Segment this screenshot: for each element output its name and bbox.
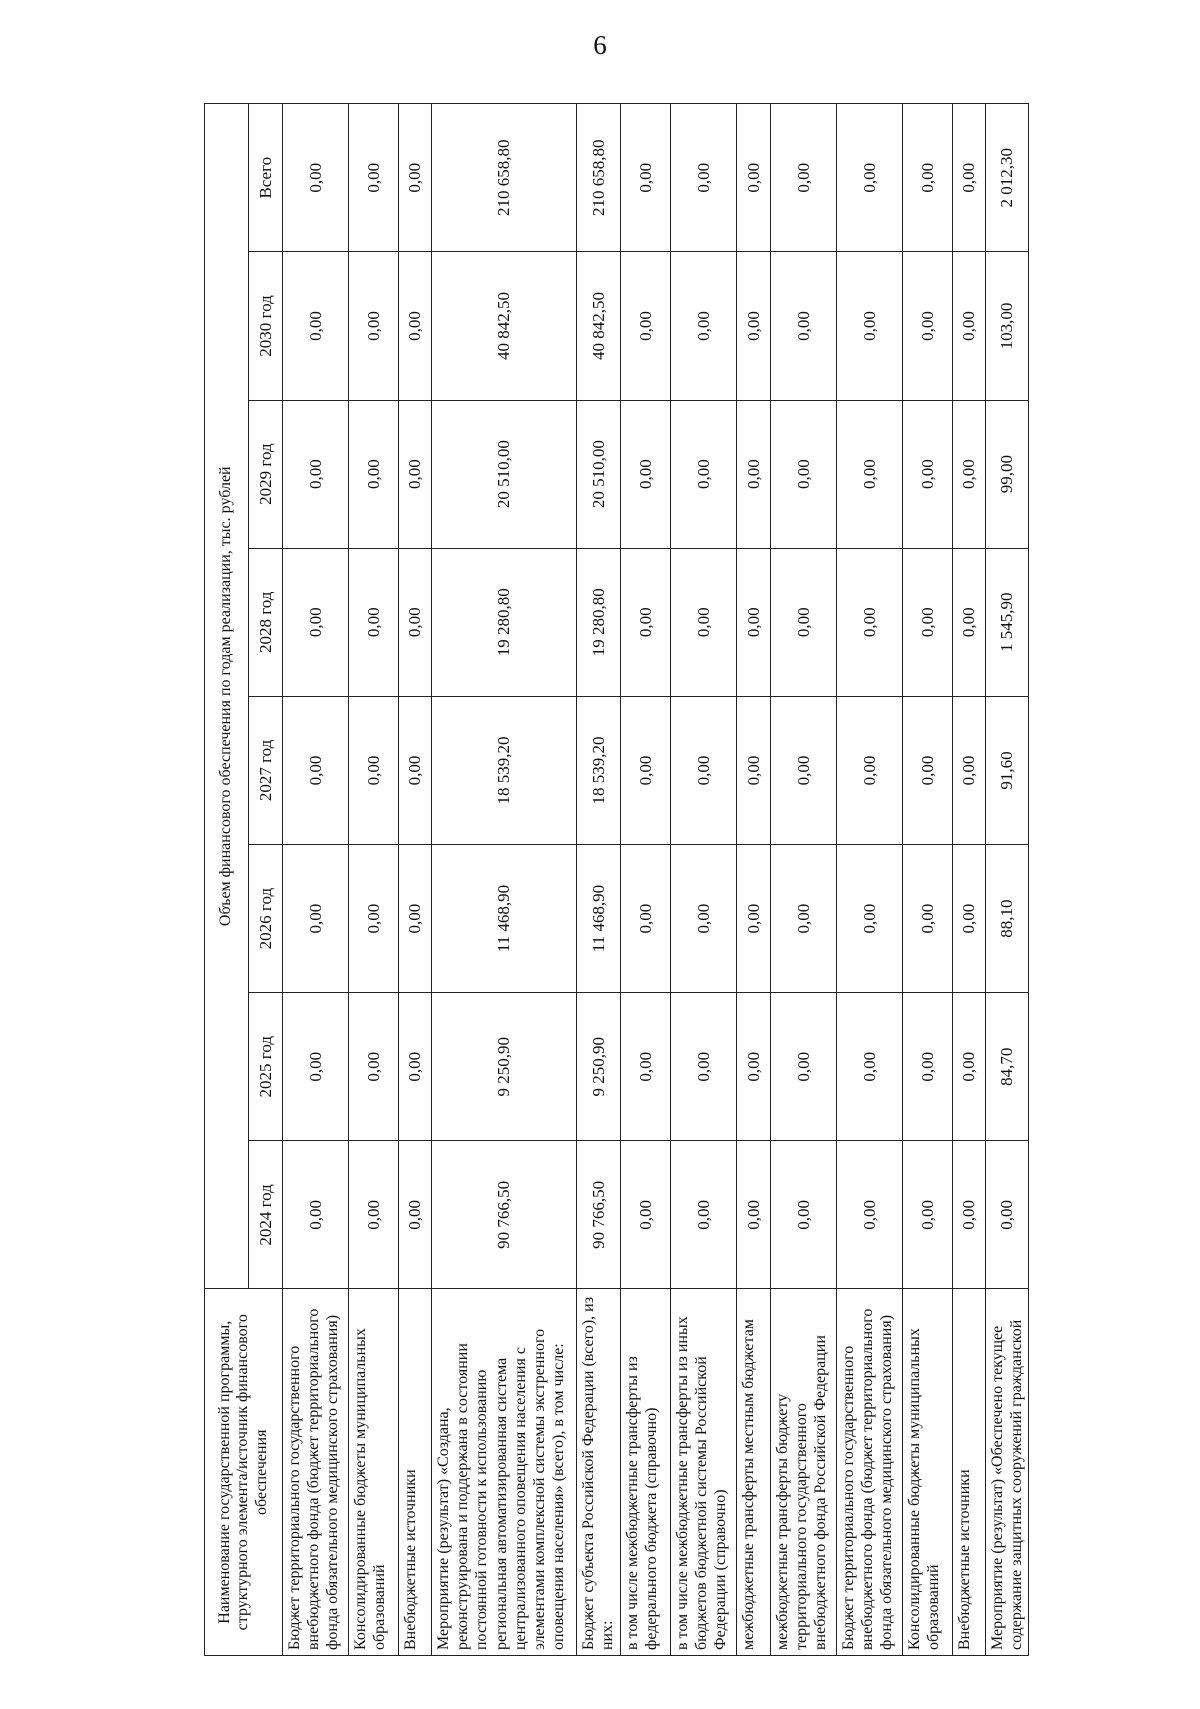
- year-header: 2028 год: [249, 548, 283, 696]
- value-cell: 0,00: [399, 696, 432, 844]
- value-cell: 0,00: [671, 400, 737, 548]
- rotated-table-wrapper: [204, 103, 1027, 1656]
- table-row: [671, 104, 737, 1656]
- value-cell: 0,00: [953, 548, 986, 696]
- row-label: межбюджетные трансферты местным бюджетам: [737, 1289, 771, 1656]
- table-row: [837, 104, 903, 1656]
- table-row: [577, 104, 621, 1656]
- value-cell: 0,00: [671, 548, 737, 696]
- row-label: Бюджет территориального государственного внебюджетного фонда (бюджет территориального фонда обязательного медицинского страхования): [283, 1289, 349, 1656]
- value-cell: 0,00: [283, 993, 349, 1141]
- value-cell: 0,00: [671, 104, 737, 252]
- value-cell: 19 280,80: [577, 548, 621, 696]
- value-cell: 1 545,90: [986, 548, 1029, 696]
- row-label: Внебюджетные источники: [399, 1289, 432, 1656]
- value-cell: 0,00: [399, 252, 432, 400]
- value-cell: 0,00: [399, 400, 432, 548]
- value-cell: 0,00: [399, 548, 432, 696]
- value-cell: 84,70: [986, 993, 1029, 1141]
- value-cell: 0,00: [349, 696, 399, 844]
- year-header: 2029 год: [249, 400, 283, 548]
- value-cell: 0,00: [349, 252, 399, 400]
- value-cell: 0,00: [671, 993, 737, 1141]
- year-header: 2027 год: [249, 696, 283, 844]
- value-cell: 0,00: [771, 104, 837, 252]
- value-cell: 0,00: [737, 993, 771, 1141]
- value-cell: 0,00: [771, 696, 837, 844]
- table-row: [621, 104, 671, 1656]
- value-cell: 99,00: [986, 400, 1029, 548]
- table-row: [283, 104, 349, 1656]
- finance-table: [204, 103, 1029, 1656]
- value-cell: 0,00: [771, 845, 837, 993]
- value-cell: 0,00: [837, 1141, 903, 1289]
- value-cell: 40 842,50: [577, 252, 621, 400]
- value-cell: 0,00: [621, 400, 671, 548]
- value-cell: 0,00: [283, 548, 349, 696]
- value-cell: 0,00: [283, 696, 349, 844]
- value-cell: 0,00: [349, 1141, 399, 1289]
- value-cell: 0,00: [671, 845, 737, 993]
- table-row: [399, 104, 432, 1656]
- value-cell: 2 012,30: [986, 104, 1029, 252]
- table-row: [903, 104, 953, 1656]
- value-cell: 0,00: [771, 252, 837, 400]
- value-cell: 210 658,80: [577, 104, 621, 252]
- value-cell: 0,00: [771, 1141, 837, 1289]
- value-cell: 0,00: [349, 845, 399, 993]
- table-row: [953, 104, 986, 1656]
- value-cell: 0,00: [903, 993, 953, 1141]
- value-cell: 0,00: [837, 104, 903, 252]
- value-cell: 18 539,20: [432, 696, 577, 844]
- value-cell: 0,00: [953, 696, 986, 844]
- row-label: в том числе межбюджетные трансферты из иных бюджетов бюджетной системы Российской Федерации (справочно): [671, 1289, 737, 1656]
- value-cell: 0,00: [903, 548, 953, 696]
- value-cell: 0,00: [399, 1141, 432, 1289]
- row-label: межбюджетные трансферты бюджету территориального государственного внебюджетного фонда Российской Федерации: [771, 1289, 837, 1656]
- year-header: 2026 год: [249, 845, 283, 993]
- value-cell: 0,00: [953, 252, 986, 400]
- value-cell: 0,00: [621, 993, 671, 1141]
- row-label: Консолидированные бюджеты муниципальных образований: [349, 1289, 399, 1656]
- value-cell: 0,00: [283, 400, 349, 548]
- value-cell: 0,00: [737, 845, 771, 993]
- value-cell: 90 766,50: [577, 1141, 621, 1289]
- value-cell: 20 510,00: [432, 400, 577, 548]
- value-cell: 0,00: [283, 845, 349, 993]
- value-cell: 0,00: [349, 400, 399, 548]
- value-cell: 91,60: [986, 696, 1029, 844]
- row-label: Консолидированные бюджеты муниципальных образований: [903, 1289, 953, 1656]
- value-cell: 9 250,90: [432, 993, 577, 1141]
- value-cell: 0,00: [283, 1141, 349, 1289]
- value-cell: 0,00: [283, 252, 349, 400]
- value-cell: 0,00: [837, 400, 903, 548]
- value-cell: 0,00: [986, 1141, 1029, 1289]
- value-cell: 0,00: [837, 696, 903, 844]
- value-cell: 40 842,50: [432, 252, 577, 400]
- value-cell: 88,10: [986, 845, 1029, 993]
- value-cell: 0,00: [771, 400, 837, 548]
- value-cell: 0,00: [349, 548, 399, 696]
- value-cell: 0,00: [953, 104, 986, 252]
- row-label: Мероприятие (результат) «Обеспечено текущее содержание защитных сооружений гражданской: [986, 1289, 1029, 1656]
- name-column-header: Наименование государственной программы, структурного элемента/источник финансового обеспечения: [205, 1289, 283, 1656]
- page-number: 6: [593, 30, 607, 60]
- year-header: Всего: [249, 104, 283, 252]
- value-cell: 0,00: [399, 845, 432, 993]
- value-cell: 0,00: [621, 1141, 671, 1289]
- table-row: [986, 104, 1029, 1656]
- value-cell: 0,00: [737, 252, 771, 400]
- value-cell: 0,00: [771, 993, 837, 1141]
- row-label: Бюджет территориального государственного внебюджетного фонда (бюджет территориального фонда обязательного медицинского страхования): [837, 1289, 903, 1656]
- value-cell: 9 250,90: [577, 993, 621, 1141]
- value-cell: 0,00: [737, 400, 771, 548]
- year-header: 2025 год: [249, 993, 283, 1141]
- value-cell: 0,00: [737, 696, 771, 844]
- value-cell: 0,00: [737, 104, 771, 252]
- value-cell: 0,00: [671, 252, 737, 400]
- value-cell: 103,00: [986, 252, 1029, 400]
- volume-column-header: Объем финансового обеспечения по годам реализации, тыс. рублей: [205, 104, 249, 1289]
- value-cell: 0,00: [903, 104, 953, 252]
- year-header: 2030 год: [249, 252, 283, 400]
- row-label: в том числе межбюджетные трансферты из федерального бюджета (справочно): [621, 1289, 671, 1656]
- value-cell: 0,00: [737, 1141, 771, 1289]
- value-cell: 0,00: [837, 993, 903, 1141]
- value-cell: 0,00: [837, 548, 903, 696]
- value-cell: 20 510,00: [577, 400, 621, 548]
- value-cell: 0,00: [903, 400, 953, 548]
- value-cell: 18 539,20: [577, 696, 621, 844]
- value-cell: 0,00: [349, 993, 399, 1141]
- value-cell: 0,00: [671, 696, 737, 844]
- value-cell: 0,00: [953, 993, 986, 1141]
- row-label: Внебюджетные источники: [953, 1289, 986, 1656]
- value-cell: 0,00: [399, 104, 432, 252]
- value-cell: 0,00: [349, 104, 399, 252]
- value-cell: 0,00: [621, 252, 671, 400]
- value-cell: 210 658,80: [432, 104, 577, 252]
- row-label: Бюджет субъекта Российской Федерации (всего), из них:: [577, 1289, 621, 1656]
- value-cell: 11 468,90: [432, 845, 577, 993]
- value-cell: 0,00: [621, 548, 671, 696]
- value-cell: 0,00: [953, 400, 986, 548]
- value-cell: 0,00: [621, 845, 671, 993]
- value-cell: 0,00: [837, 252, 903, 400]
- year-header: 2024 год: [249, 1141, 283, 1289]
- value-cell: 0,00: [399, 993, 432, 1141]
- value-cell: 0,00: [903, 252, 953, 400]
- table-row: [432, 104, 577, 1656]
- table-row: [349, 104, 399, 1656]
- value-cell: 0,00: [671, 1141, 737, 1289]
- value-cell: 90 766,50: [432, 1141, 577, 1289]
- value-cell: 0,00: [737, 548, 771, 696]
- value-cell: 0,00: [621, 696, 671, 844]
- table-row: [737, 104, 771, 1656]
- value-cell: 0,00: [903, 845, 953, 993]
- value-cell: 0,00: [283, 104, 349, 252]
- table-row: [771, 104, 837, 1656]
- value-cell: 0,00: [903, 696, 953, 844]
- value-cell: 0,00: [621, 104, 671, 252]
- row-label: Мероприятие (результат) «Создана, реконструирована и поддержана в состоянии постоянной готовности к использованию региональная автоматизированная система централизованного оповещения населения с элементами комплексной системы экстренного оповещения населения» (всего), в том числе:: [432, 1289, 577, 1656]
- value-cell: 0,00: [837, 845, 903, 993]
- value-cell: 11 468,90: [577, 845, 621, 993]
- value-cell: 0,00: [953, 1141, 986, 1289]
- value-cell: 0,00: [771, 548, 837, 696]
- value-cell: 0,00: [903, 1141, 953, 1289]
- value-cell: 0,00: [953, 845, 986, 993]
- value-cell: 19 280,80: [432, 548, 577, 696]
